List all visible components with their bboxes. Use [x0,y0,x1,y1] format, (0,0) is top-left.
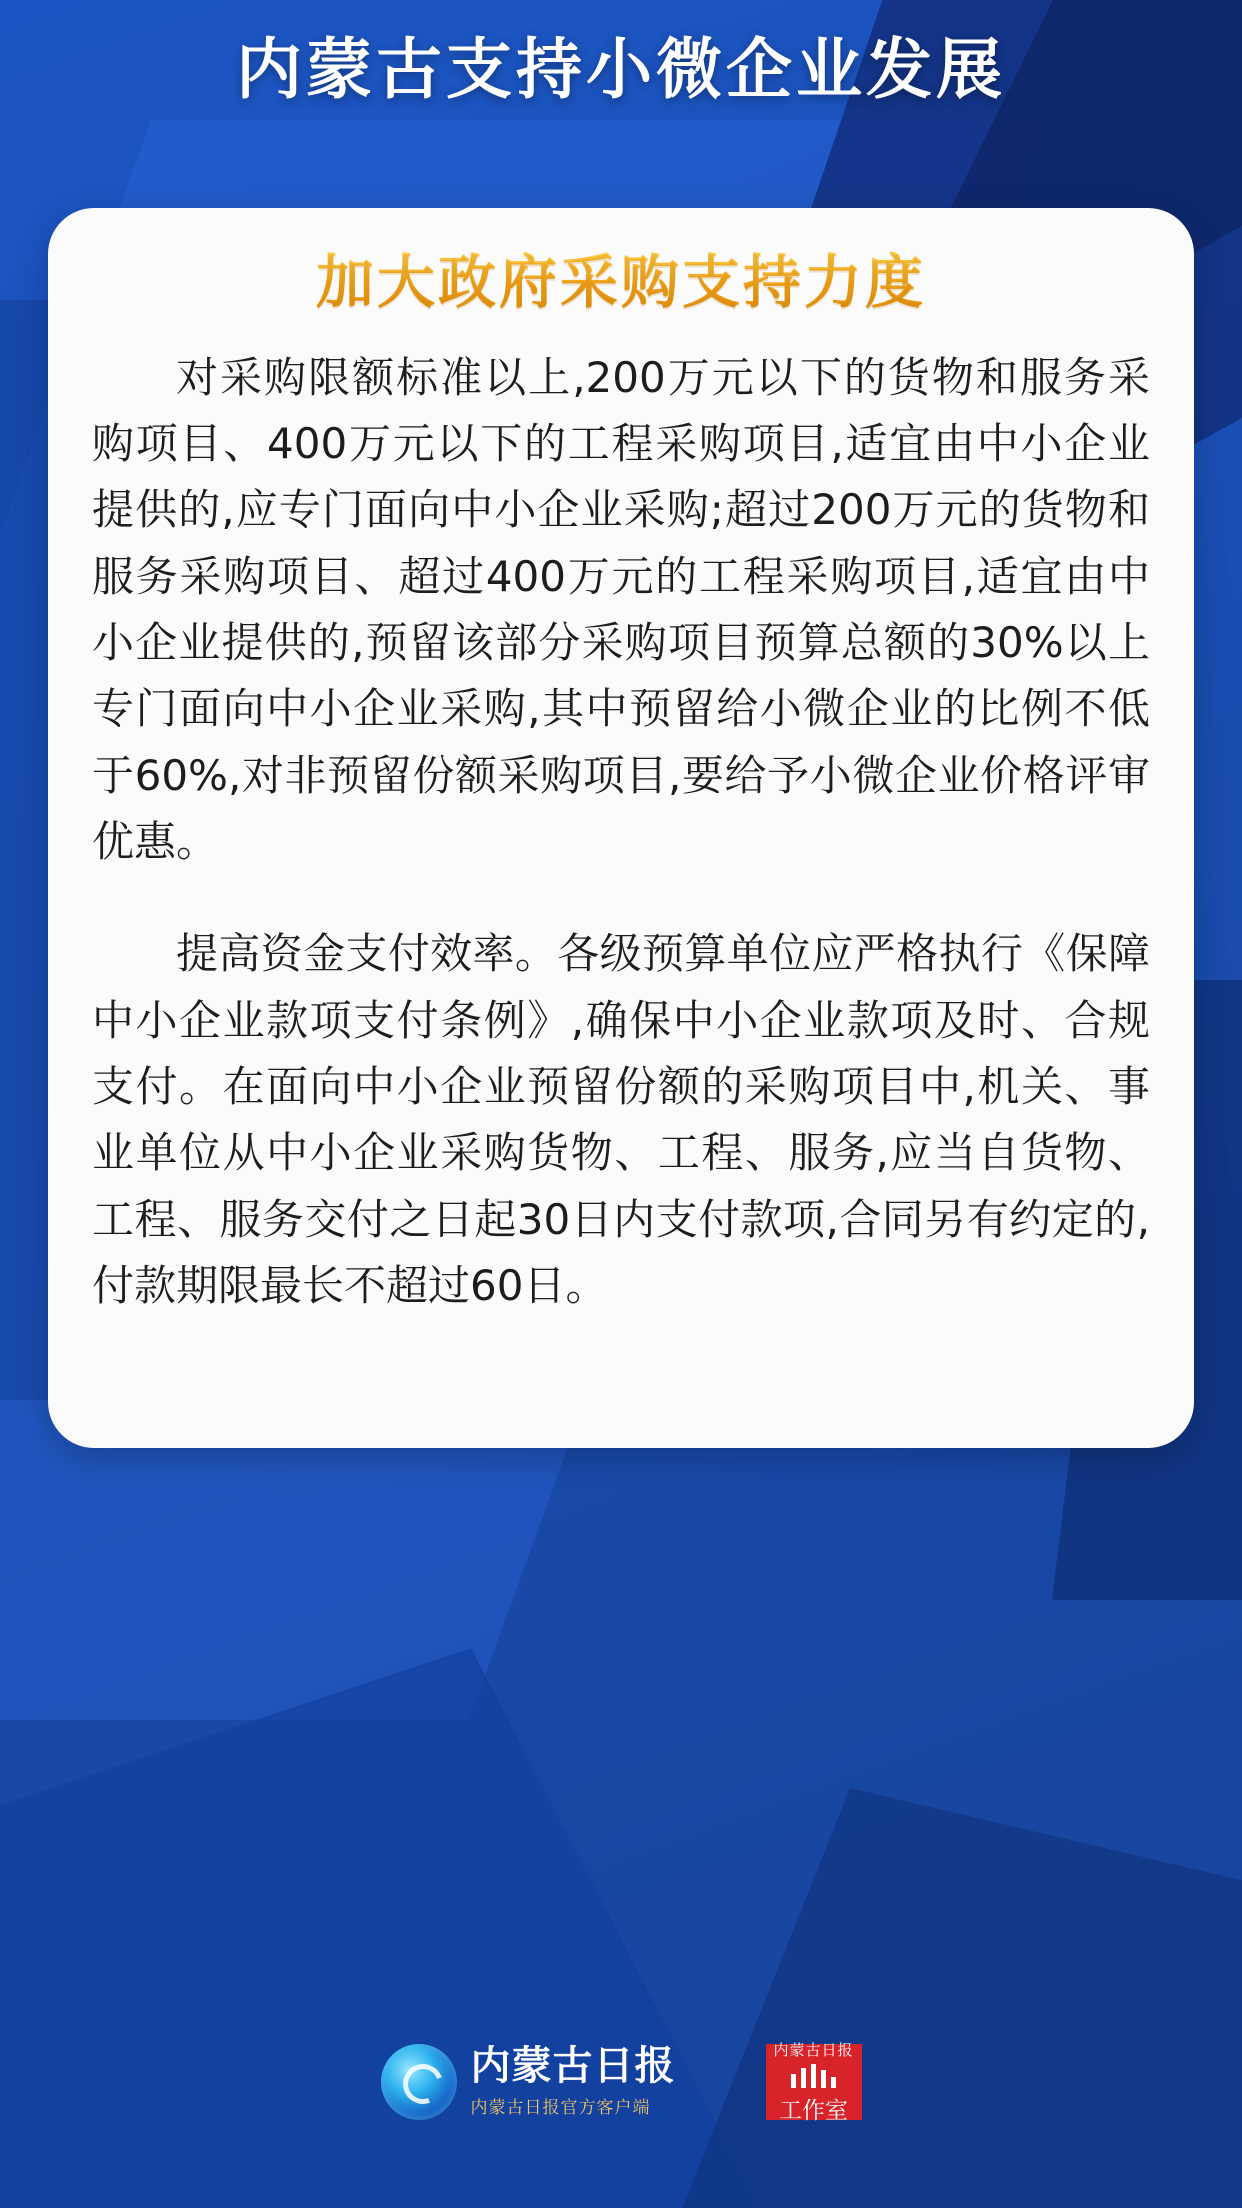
red-badge-mark-text: 内蒙古日报 [773,2041,854,2059]
content-card [48,208,1194,1448]
logo-inner-mongolia-daily[interactable] [381,2044,676,2120]
poster-header [0,31,1242,108]
logo-primary-name: 内蒙古日报 [470,2042,676,2089]
spiral-orb-icon [381,2044,457,2120]
logo-zhengsheng-studio[interactable] [766,2041,862,2124]
footer-logos [0,2041,1242,2124]
card-title: 加大政府采购支持力度 [92,246,1150,319]
red-badge-icon [766,2041,862,2124]
logo-primary-subtitle: 内蒙古日报官方客户端 [470,2098,651,2118]
logo-secondary-name-rest: 工作室 [779,2098,848,2124]
bars-icon [791,2064,836,2088]
red-badge-label [779,2092,848,2125]
body-paragraph-2: 提高资金支付效率。各级预算单位应严格执行《保障中小企业款项支付条例》,确保中小企业款项及时、合规支付。在面向中小企业预留份额的采购项目中,机关、事业单位从中小企业采购货物、工程、服务,应当自货物、工程、服务交付之日起30日内支付款项,合同另有约定的,付款期限最长不超过60日。 [92,929,1150,1311]
body-paragraph-1: 对采购限额标准以上,200万元以下的货物和服务采购项目、400万元以下的工程采购项目,适宜由中小企业提供的,应专门面向中小企业采购;超过200万元的货物和服务采购项目、超过400万元的工程采购项目,适宜由中小企业提供的,预留该部分采购项目预算总额的30%以上专门面向中小企业采购,其中预留给小微企业的比例不低于60%,对非预留份额采购项目,要给予小微企业价格评审优惠。 [92,352,1150,867]
page-title: 内蒙古支持小微企业发展 [236,31,1006,108]
